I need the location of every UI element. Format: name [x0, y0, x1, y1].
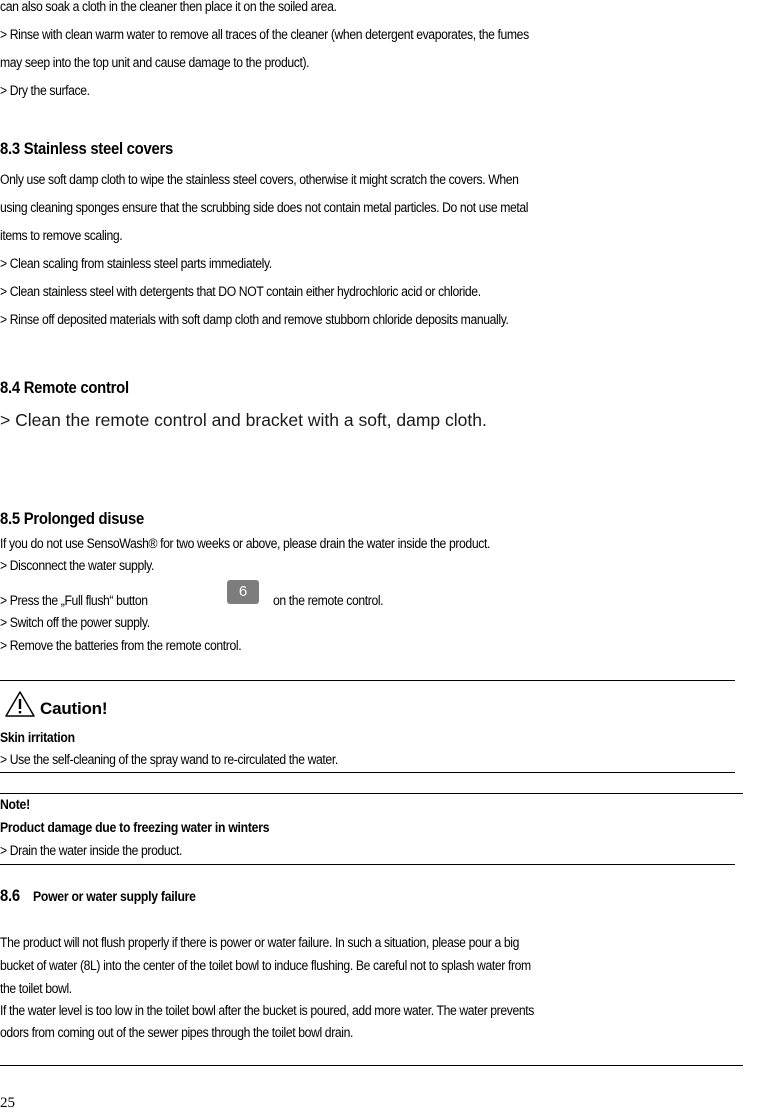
warning-triangle-icon: [4, 690, 36, 718]
section-8-5-heading: 8.5 Prolonged disuse: [0, 510, 144, 528]
divider: [0, 864, 735, 865]
s85-line: > Disconnect the water supply.: [0, 558, 154, 574]
caution-label: Caution!: [40, 699, 108, 718]
s83-line: > Clean stainless steel with detergents that DO NOT contain either hydrochloric acid or chloride.: [0, 284, 481, 300]
divider: [0, 793, 743, 794]
s83-line: Only use soft damp cloth to wipe the stainless steel covers, otherwise it might scratch the covers. When: [0, 172, 519, 188]
s85-line: > Remove the batteries from the remote control.: [0, 638, 242, 654]
s85-line: > Press the „Full flush“ button: [0, 593, 148, 609]
intro-line: > Rinse with clean warm water to remove all traces of the cleaner (when detergent evaporates, the fumes: [0, 27, 529, 43]
divider: [0, 680, 735, 681]
note-title: Product damage due to freezing water in winters: [0, 820, 270, 836]
s86-line: the toilet bowl.: [0, 981, 72, 997]
note-text: > Drain the water inside the product.: [0, 843, 183, 859]
s85-line: on the remote control.: [273, 593, 384, 609]
caution-text: > Use the self-cleaning of the spray wand to re-circulated the water.: [0, 752, 338, 768]
section-8-4-heading: 8.4 Remote control: [0, 379, 129, 397]
full-flush-button-icon: 6: [227, 580, 259, 604]
divider: [0, 772, 735, 773]
note-label: Note!: [0, 797, 30, 813]
s83-line: > Clean scaling from stainless steel parts immediately.: [0, 256, 272, 272]
s83-line: > Rinse off deposited materials with soft damp cloth and remove stubborn chloride deposits manually.: [0, 312, 509, 328]
section-8-6-heading: Power or water supply failure: [33, 889, 196, 905]
intro-line: can also soak a cloth in the cleaner then place it on the soiled area.: [0, 0, 337, 15]
section-8-6-number: 8.6: [0, 887, 20, 905]
s86-line: The product will not flush properly if there is power or water failure. In such a situation, please pour a big: [0, 935, 519, 951]
caution-title: Skin irritation: [0, 730, 75, 746]
divider: [0, 1065, 743, 1066]
s83-line: items to remove scaling.: [0, 228, 123, 244]
s85-line: > Switch off the power supply.: [0, 615, 150, 631]
intro-line: may seep into the top unit and cause damage to the product).: [0, 55, 310, 71]
page-number: 25: [0, 1095, 15, 1111]
s86-line: bucket of water (8L) into the center of the toilet bowl to induce flushing. Be careful not to splash water from: [0, 958, 531, 974]
s83-line: using cleaning sponges ensure that the scrubbing side does not contain metal particles. Do not use metal: [0, 200, 529, 216]
section-8-3-heading: 8.3 Stainless steel covers: [0, 140, 173, 158]
s86-line: If the water level is too low in the toilet bowl after the bucket is poured, add more water. The water prevents: [0, 1003, 534, 1019]
s85-line: If you do not use SensoWash® for two weeks or above, please drain the water inside the product.: [0, 536, 490, 552]
s86-line: odors from coming out of the sewer pipes through the toilet bowl drain.: [0, 1025, 354, 1041]
intro-line: > Dry the surface.: [0, 83, 90, 99]
s84-line: > Clean the remote control and bracket with a soft, damp cloth.: [0, 410, 487, 430]
